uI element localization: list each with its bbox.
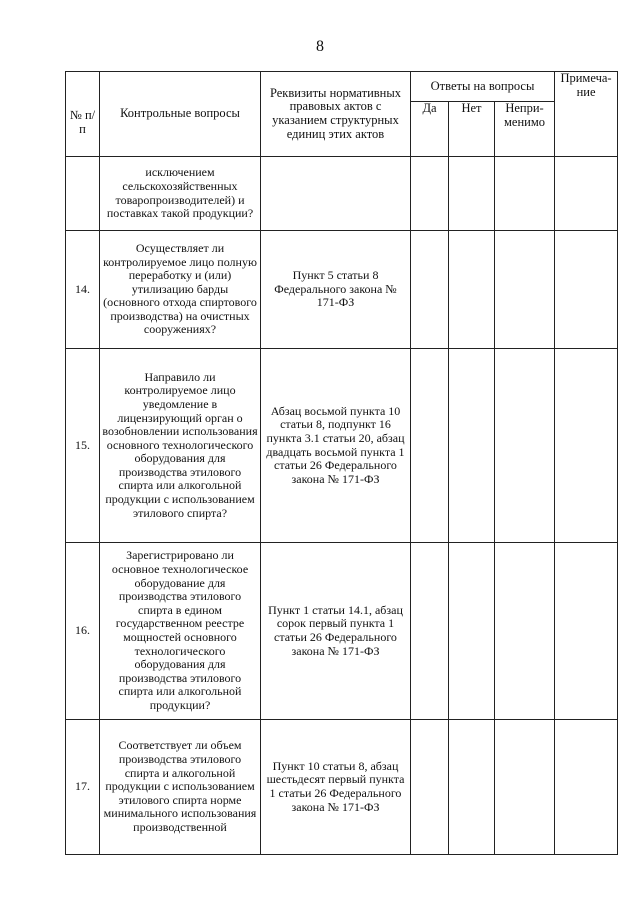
answer-yes-cell[interactable] bbox=[411, 157, 449, 231]
checklist-table bbox=[65, 71, 618, 855]
answer-na-cell[interactable] bbox=[495, 349, 555, 543]
row-num: 15. bbox=[66, 349, 100, 543]
answer-na-cell[interactable] bbox=[495, 157, 555, 231]
row-num: 14. bbox=[66, 231, 100, 349]
answer-no-cell[interactable] bbox=[449, 349, 495, 543]
header-note: Примеча-ние bbox=[555, 72, 618, 157]
answer-no-cell[interactable] bbox=[449, 157, 495, 231]
row-num: 17. bbox=[66, 720, 100, 855]
answer-no-cell[interactable] bbox=[449, 720, 495, 855]
row-num bbox=[66, 157, 100, 231]
row-question: Осуществляет ли контролируемое лицо полную переработку и (или) утилизацию барды (основного отхода спиртового производства) на очистных сооружениях? bbox=[100, 231, 261, 349]
note-cell[interactable] bbox=[555, 231, 618, 349]
header-question: Контрольные вопросы bbox=[100, 72, 261, 157]
table-row bbox=[66, 231, 618, 349]
answer-yes-cell[interactable] bbox=[411, 349, 449, 543]
header-requisites: Реквизиты нормативных правовых актов с указанием структурных единиц этих актов bbox=[261, 72, 411, 157]
page-number: 8 bbox=[316, 38, 324, 55]
header-num: № п/п bbox=[66, 72, 100, 157]
table-row bbox=[66, 543, 618, 720]
note-cell[interactable] bbox=[555, 157, 618, 231]
answer-yes-cell[interactable] bbox=[411, 543, 449, 720]
answer-na-cell[interactable] bbox=[495, 231, 555, 349]
row-requisites bbox=[261, 157, 411, 231]
header-yes: Да bbox=[411, 102, 449, 157]
header-no: Нет bbox=[449, 102, 495, 157]
answer-yes-cell[interactable] bbox=[411, 720, 449, 855]
table-row bbox=[66, 157, 618, 231]
answer-no-cell[interactable] bbox=[449, 231, 495, 349]
note-cell[interactable] bbox=[555, 349, 618, 543]
header-na: Непри-менимо bbox=[495, 102, 555, 157]
table-row bbox=[66, 349, 618, 543]
row-num: 16. bbox=[66, 543, 100, 720]
row-requisites: Пункт 10 статьи 8, абзац шестьдесят первый пункта 1 статьи 26 Федерального закона № 171-ФЗ bbox=[261, 720, 411, 855]
answer-no-cell[interactable] bbox=[449, 543, 495, 720]
answer-yes-cell[interactable] bbox=[411, 231, 449, 349]
row-requisites: Пункт 1 статьи 14.1, абзац сорок первый пункта 1 статьи 26 Федерального закона № 171-ФЗ bbox=[261, 543, 411, 720]
row-requisites: Пункт 5 статьи 8 Федерального закона № 171-ФЗ bbox=[261, 231, 411, 349]
note-cell[interactable] bbox=[555, 543, 618, 720]
table-row bbox=[66, 720, 618, 855]
note-cell[interactable] bbox=[555, 720, 618, 855]
row-question: Соответствует ли объем производства этилового спирта и алкогольной продукции с использованием этилового спирта норме минимального использования производственной bbox=[100, 720, 261, 855]
header-answers: Ответы на вопросы bbox=[411, 72, 555, 102]
row-requisites: Абзац восьмой пункта 10 статьи 8, подпункт 16 пункта 3.1 статьи 20, абзац двадцать восьмой пункта 1 статьи 26 Федерального закона № 171-ФЗ bbox=[261, 349, 411, 543]
answer-na-cell[interactable] bbox=[495, 543, 555, 720]
row-question: Направило ли контролируемое лицо уведомление в лицензирующий орган о возобновлении использования основного технологического оборудования для производства этилового спирта или алкогольной продукции с использованием этилового спирта? bbox=[100, 349, 261, 543]
answer-na-cell[interactable] bbox=[495, 720, 555, 855]
row-question: Зарегистрировано ли основное технологическое оборудование для производства этилового спирта в едином государственном реестре мощностей основного технологического оборудования для производства этилового спирта или алкогольной продукции? bbox=[100, 543, 261, 720]
row-question: исключением сельскохозяйственных товаропроизводителей) и поставках такой продукции? bbox=[100, 157, 261, 231]
